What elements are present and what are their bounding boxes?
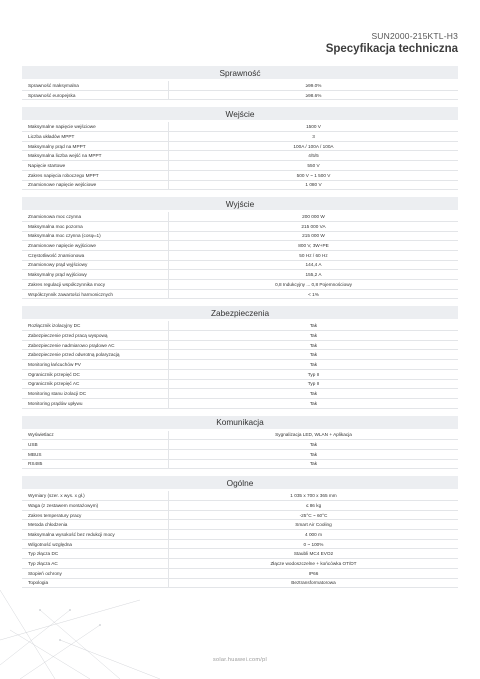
spec-label: Częstotliwość znamionowa xyxy=(28,252,85,258)
section-header: Wejście xyxy=(22,107,458,120)
section-gap xyxy=(22,190,458,197)
spec-row xyxy=(22,431,458,441)
spec-value: Tak xyxy=(168,321,458,330)
spec-value: Tak xyxy=(168,341,458,350)
spec-label: Monitoring stanu izolacji DC xyxy=(28,391,87,397)
spec-row xyxy=(22,151,458,161)
section-header: Sprawność xyxy=(22,66,458,79)
spec-row xyxy=(22,399,458,409)
document-header xyxy=(326,31,458,55)
spec-label: Wyświetlacz xyxy=(28,432,54,438)
spec-value: Tak xyxy=(168,360,458,369)
spec-row xyxy=(22,360,458,370)
spec-row xyxy=(22,171,458,181)
spec-label: Maksymalna wysokość bez redukcji mocy xyxy=(28,531,115,537)
spec-label: Typ złącza AC xyxy=(28,560,58,566)
spec-row xyxy=(22,181,458,191)
spec-label: Liczba układów MPPT xyxy=(28,133,75,139)
spec-value: Sygnalizacja LED, WLAN + Aplikacja xyxy=(168,431,458,440)
spec-value: Tak xyxy=(168,460,458,469)
spec-label: Napięcie startowe xyxy=(28,162,66,168)
spec-value: Smart Air Cooling xyxy=(168,520,458,529)
spec-value: 144,4 A xyxy=(168,261,458,270)
spec-value: ≥98.6% xyxy=(168,91,458,100)
spec-row xyxy=(22,530,458,540)
spec-label: Monitoring łańcuchów PV xyxy=(28,361,81,367)
spec-label: Metoda chłodzenia xyxy=(28,522,68,528)
spec-value: 1500 V xyxy=(168,122,458,131)
spec-row xyxy=(22,440,458,450)
spec-value: Tak xyxy=(168,331,458,340)
spec-row xyxy=(22,81,458,91)
spec-value: Tak xyxy=(168,389,458,398)
spec-row xyxy=(22,321,458,331)
spec-label: Topologia xyxy=(28,580,49,586)
spec-row xyxy=(22,341,458,351)
spec-label: Zabezpieczenie przed odwrotną polaryzacją xyxy=(28,352,120,358)
spec-label: Ogranicznik przepięć AC xyxy=(28,381,80,387)
spec-label: Zabezpieczenie przed pracą wyspową xyxy=(28,332,108,338)
spec-label: Znamionowy prąd wyjściowy xyxy=(28,262,88,268)
spec-row xyxy=(22,540,458,550)
section-gap xyxy=(22,409,458,416)
spec-row xyxy=(22,290,458,300)
spec-row xyxy=(22,331,458,341)
spec-value: 3 xyxy=(168,132,458,141)
section-gap xyxy=(22,469,458,476)
spec-row xyxy=(22,270,458,280)
model-name: SUN2000-215KTL-H3 xyxy=(371,31,458,41)
spec-row xyxy=(22,559,458,569)
spec-row xyxy=(22,280,458,290)
spec-value: 800 V, 3W+PE xyxy=(168,241,458,250)
spec-row xyxy=(22,501,458,511)
spec-row xyxy=(22,251,458,261)
spec-row xyxy=(22,161,458,171)
spec-label: Znamionowe napięcie wyjściowe xyxy=(28,243,97,249)
spec-value: ≤ 86 kg xyxy=(168,501,458,510)
section-header: Zabezpieczenia xyxy=(22,306,458,319)
spec-row xyxy=(22,232,458,242)
spec-label: Maksymalna moc czynna (cosφ=1) xyxy=(28,233,101,239)
spec-label: Maksymalny prąd wyjściowy xyxy=(28,272,87,278)
spec-label: Maksymalne napięcie wejściowe xyxy=(28,124,96,130)
spec-label: Stopień ochrony xyxy=(28,570,62,576)
spec-row xyxy=(22,261,458,271)
spec-value: 4 000 m xyxy=(168,530,458,539)
spec-label: Zakres regulacji współczynnika mocy xyxy=(28,281,106,287)
spec-label: Typ złącza DC xyxy=(28,551,59,557)
page-title: Specyfikacja techniczna xyxy=(325,43,458,55)
section-header: Komunikacja xyxy=(22,416,458,429)
spec-value: Tak xyxy=(168,350,458,359)
spec-value: 0,8 Indukcyjny ... 0,8 Pojemnościowy xyxy=(168,280,458,289)
spec-row xyxy=(22,450,458,460)
spec-value: 155,2 A xyxy=(168,270,458,279)
spec-label: Maksymalna moc pozorna xyxy=(28,223,83,229)
spec-value: 200 000 W xyxy=(168,212,458,221)
section-gap xyxy=(22,299,458,306)
spec-row xyxy=(22,350,458,360)
spec-label: Sprawność maksymalna xyxy=(28,82,79,88)
spec-value: 0 ~ 100% xyxy=(168,540,458,549)
spec-row xyxy=(22,142,458,152)
spec-value: -25°C ~ 60°C xyxy=(168,511,458,520)
spec-label: USB xyxy=(28,442,38,448)
spec-value: 550 V xyxy=(168,161,458,170)
spec-row xyxy=(22,132,458,142)
spec-row xyxy=(22,460,458,470)
spec-value: 500 V ~ 1 500 V xyxy=(168,171,458,180)
spec-label: Wilgotność względna xyxy=(28,541,73,547)
spec-row xyxy=(22,241,458,251)
spec-value: Złącze wodoszczelne + końcówka OT/DT xyxy=(168,559,458,568)
spec-row xyxy=(22,511,458,521)
spec-row xyxy=(22,389,458,399)
spec-value: IP66 xyxy=(168,569,458,578)
spec-value: 1 035 x 700 x 365 mm xyxy=(168,491,458,500)
spec-label: Zabezpieczenie nadmiarowo prądowe AC xyxy=(28,342,115,348)
spec-value: Staubli MC4 EVO2 xyxy=(168,549,458,558)
spec-label: Maksymalny prąd na MPPT xyxy=(28,143,86,149)
spec-value: 215 000 W xyxy=(168,232,458,241)
spec-label: Maksymalna liczba wejść na MPPT xyxy=(28,153,102,159)
spec-label: Ogranicznik przepięć DC xyxy=(28,371,80,377)
section-header: Ogólne xyxy=(22,476,458,489)
spec-row xyxy=(22,370,458,380)
spec-label: RS485 xyxy=(28,461,43,467)
footer-url: solar.huawei.com/pl xyxy=(212,657,267,663)
spec-value: 1 080 V xyxy=(168,181,458,190)
spec-row xyxy=(22,569,458,579)
spec-label: Sprawność europejska xyxy=(28,92,76,98)
spec-label: Znamionowe napięcie wejściowe xyxy=(28,182,97,188)
spec-row xyxy=(22,212,458,222)
spec-label: Zakres temperatury pracy xyxy=(28,512,82,518)
spec-value: Typ II xyxy=(168,380,458,389)
spec-label: Znamionowa moc czynna xyxy=(28,214,82,220)
spec-row xyxy=(22,122,458,132)
spec-row xyxy=(22,520,458,530)
spec-value: ≥99.0% xyxy=(168,81,458,90)
spec-label: MBUS xyxy=(28,451,42,457)
spec-value: Tak xyxy=(168,440,458,449)
spec-label: Waga (z zestawem montażowym) xyxy=(28,502,99,508)
spec-row xyxy=(22,549,458,559)
spec-value: Tak xyxy=(168,450,458,459)
spec-row xyxy=(22,91,458,101)
spec-row xyxy=(22,579,458,589)
spec-value: Tak xyxy=(168,399,458,408)
spec-value: Typ II xyxy=(168,370,458,379)
spec-label: Rozłącznik izolacyjny DC xyxy=(28,323,81,329)
spec-row xyxy=(22,491,458,501)
spec-value: 50 Hz / 60 Hz xyxy=(168,251,458,260)
spec-row xyxy=(22,380,458,390)
spec-row xyxy=(22,222,458,232)
spec-value: Beztransformatorowa xyxy=(168,579,458,588)
spec-value: 215 000 VA xyxy=(168,222,458,231)
spec-value: < 1% xyxy=(168,290,458,299)
spec-label: Współczynnik zawartości harmonicznych xyxy=(28,291,113,297)
spec-table xyxy=(22,66,458,588)
spec-value: 4/5/5 xyxy=(168,151,458,160)
section-gap xyxy=(22,100,458,107)
spec-value: 100A / 100A / 100A xyxy=(168,142,458,151)
spec-label: Wymiary (szer. x wys. x gł.) xyxy=(28,493,85,499)
spec-label: Monitoring prądów upływu xyxy=(28,400,83,406)
section-header: Wyjście xyxy=(22,197,458,210)
spec-label: Zakres napięcia roboczego MPPT xyxy=(28,172,99,178)
